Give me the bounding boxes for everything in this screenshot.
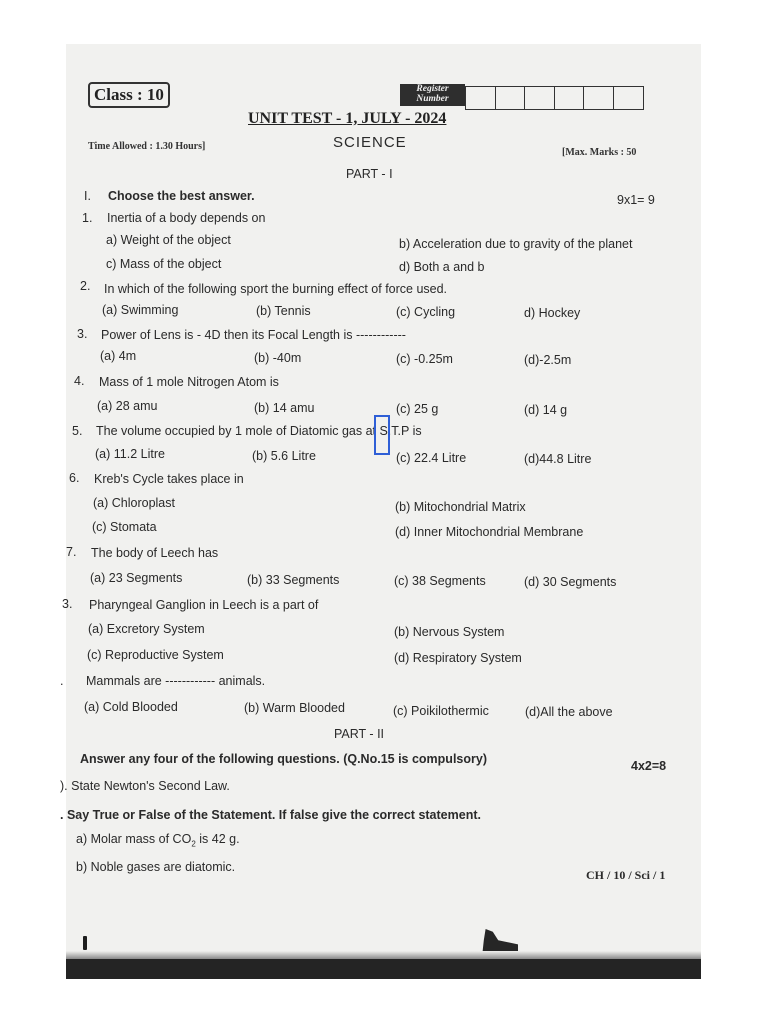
q6-option-d: (d) Inner Mitochondrial Membrane [395, 525, 584, 539]
q8-text: Pharyngeal Ganglion in Leech is a part of [89, 598, 319, 612]
subject-title: SCIENCE [333, 134, 407, 151]
q2-option-d: d) Hockey [524, 306, 581, 320]
q9-option-d: (d)All the above [525, 705, 613, 719]
register-digit-box[interactable] [496, 87, 526, 109]
q3-option-a: (a) 4m [100, 349, 137, 363]
q7-text: The body of Leech has [91, 546, 219, 560]
q9-option-b: (b) Warm Blooded [244, 701, 345, 715]
q4-number: 4. [74, 374, 85, 388]
register-digit-box[interactable] [466, 87, 496, 109]
q11-text: . Say True or False of the Statement. If false give the correct statement. [60, 808, 481, 822]
q2-text: In which of the following sport the burning effect of force used. [104, 282, 448, 296]
q1-option-c: c) Mass of the object [106, 257, 222, 271]
footer-code: CH / 10 / Sci / 1 [586, 868, 666, 882]
q3-option-c: (c) -0.25m [396, 352, 453, 366]
q4-option-a: (a) 28 amu [97, 399, 158, 413]
q9-number: . [60, 674, 64, 688]
scan-bottom-edge [66, 957, 701, 979]
max-marks: [Max. Marks : 50 [562, 147, 637, 158]
q2-option-a: (a) Swimming [102, 303, 179, 317]
q5-text: The volume occupied by 1 mole of Diatomic gas at S.T.P is [96, 424, 422, 438]
class-label: Class : 10 [88, 82, 170, 108]
q7-option-a: (a) 23 Segments [90, 571, 183, 585]
register-digit-box[interactable] [555, 87, 585, 109]
q4-option-d: (d) 14 g [524, 403, 568, 417]
section-2-instruction: Answer any four of the following questions. (Q.No.15 is compulsory) [80, 752, 487, 766]
register-label-line-2: Number [416, 94, 449, 104]
time-allowed: Time Allowed : 1.30 Hours] [88, 141, 206, 152]
q7-option-d: (d) 30 Segments [524, 575, 617, 589]
q9-text: Mammals are ------------ animals. [86, 674, 266, 688]
q1-number: 1. [82, 211, 93, 225]
q2-option-c: (c) Cycling [396, 305, 456, 319]
q1-text: Inertia of a body depends on [107, 211, 266, 225]
q8-option-c: (c) Reproductive System [87, 648, 224, 662]
section-2-marks: 4x2=8 [631, 759, 667, 773]
register-number-label [400, 84, 465, 106]
register-digit-box[interactable] [614, 87, 644, 109]
q5-option-b: (b) 5.6 Litre [252, 449, 316, 463]
q11a-suffix: is 42 g. [195, 832, 240, 846]
register-label-line-1: Register [416, 84, 449, 94]
q11a-prefix: a) Molar mass of CO [76, 832, 192, 846]
q11a-subscript: 2 [191, 839, 196, 849]
q7-option-c: (c) 38 Segments [394, 574, 486, 588]
q10-text: ). State Newton's Second Law. [60, 779, 230, 793]
q2-option-b: (b) Tennis [256, 304, 311, 318]
part-2-heading: PART - II [334, 727, 385, 741]
section-1-instruction: Choose the best answer. [108, 189, 255, 203]
q11-part-b: b) Noble gases are diatomic. [76, 860, 236, 874]
q3-option-b: (b) -40m [254, 351, 302, 365]
q1-option-b: b) Acceleration due to gravity of the planet [399, 237, 633, 251]
q8-option-d: (d) Respiratory System [394, 651, 522, 665]
q7-option-b: (b) 33 Segments [247, 573, 340, 587]
q6-option-b: (b) Mitochondrial Matrix [395, 500, 526, 514]
q6-option-a: (a) Chloroplast [93, 496, 175, 510]
q8-number: 3. [62, 597, 73, 611]
q3-option-d: (d)-2.5m [524, 353, 572, 367]
q11-part-a [76, 832, 240, 849]
register-number-boxes[interactable] [465, 86, 644, 110]
section-1-number: I. [84, 189, 91, 203]
q1-option-d: d) Both a and b [399, 260, 485, 274]
q3-number: 3. [77, 327, 88, 341]
q4-option-c: (c) 25 g [396, 402, 439, 416]
q9-option-a: (a) Cold Blooded [84, 700, 178, 714]
q6-option-c: (c) Stomata [92, 520, 157, 534]
q9-option-c: (c) Poikilothermic [393, 704, 489, 718]
q6-text: Kreb's Cycle takes place in [94, 472, 244, 486]
q8-option-a: (a) Excretory System [88, 622, 205, 636]
exam-paper [60, 44, 701, 979]
q4-option-b: (b) 14 amu [254, 401, 315, 415]
q8-option-b: (b) Nervous System [394, 625, 505, 639]
selection-highlight [374, 415, 390, 455]
q5-option-d: (d)44.8 Litre [524, 452, 592, 466]
q3-text: Power of Lens is - 4D then its Focal Length is ------------ [101, 328, 406, 342]
part-1-heading: PART - I [346, 167, 393, 181]
q2-number: 2. [80, 279, 91, 293]
section-1-marks: 9x1= 9 [617, 193, 655, 207]
q5-number: 5. [72, 424, 83, 438]
q5-option-a: (a) 11.2 Litre [95, 447, 165, 461]
register-digit-box[interactable] [584, 87, 614, 109]
q7-number: 7. [66, 545, 77, 559]
exam-title: UNIT TEST - 1, JULY - 2024 [248, 110, 447, 127]
register-digit-box[interactable] [525, 87, 555, 109]
q1-option-a: a) Weight of the object [106, 233, 231, 247]
q6-number: 6. [69, 471, 80, 485]
scan-mark-left [83, 936, 87, 950]
q5-option-c: (c) 22.4 Litre [396, 451, 467, 465]
q4-text: Mass of 1 mole Nitrogen Atom is [99, 375, 279, 389]
